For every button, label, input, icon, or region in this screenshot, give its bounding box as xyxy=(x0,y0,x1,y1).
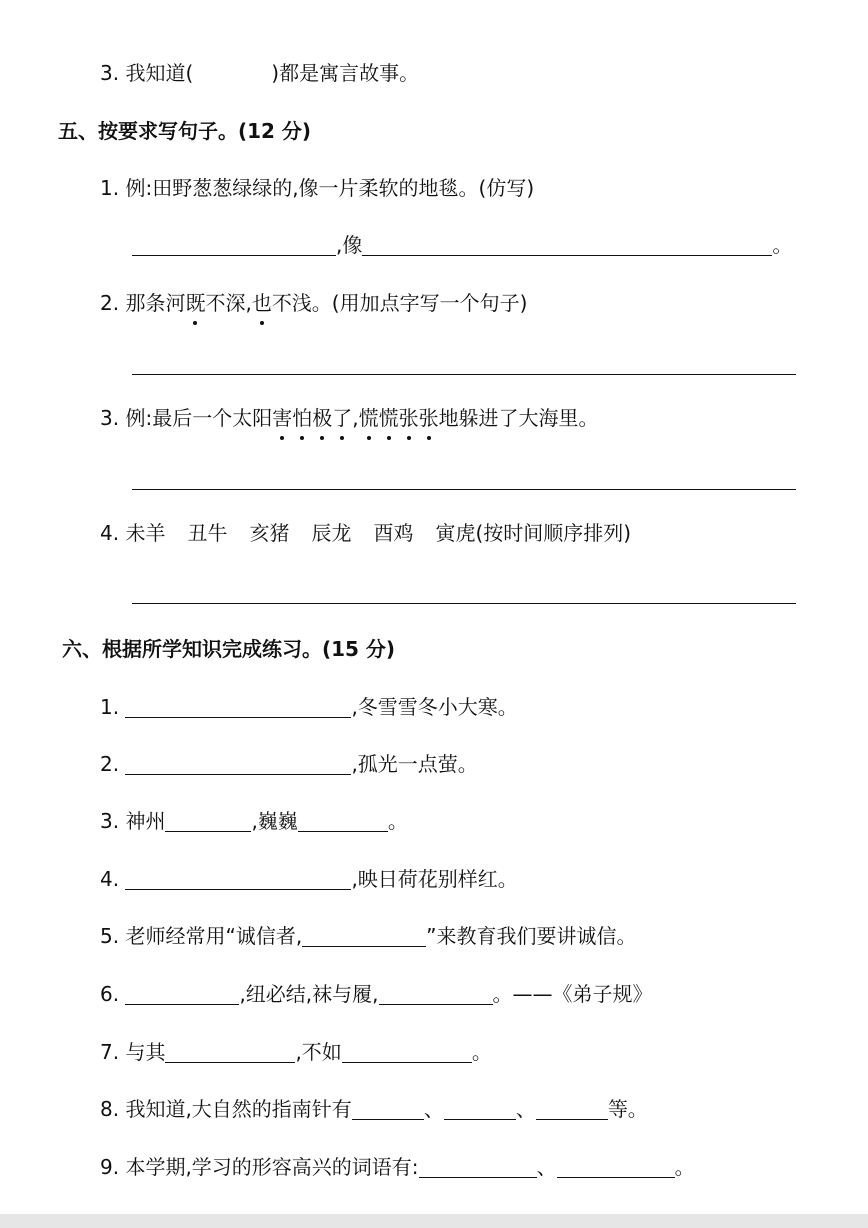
s5-q4: 4. 未羊 丑牛 亥猪 辰龙 酉鸡 寅虎(按时间顺序排列) xyxy=(100,521,632,545)
answer-blank[interactable] xyxy=(165,1042,295,1063)
emphasis-char: 极 xyxy=(312,406,333,430)
answer-line[interactable] xyxy=(132,603,796,604)
answer-blank[interactable] xyxy=(362,235,772,256)
answer-line[interactable] xyxy=(132,489,796,490)
answer-blank[interactable] xyxy=(125,869,351,890)
s6-q9: 9. 本学期,学习的形容高兴的词语有: 、 。 xyxy=(100,1155,695,1179)
emphasis-char: 慌 xyxy=(378,406,399,430)
s6-q2: 2. ,孤光一点萤。 xyxy=(100,752,478,776)
section-6-title: 六、根据所学知识完成练习。(15 分) xyxy=(62,637,396,661)
page-bottom-edge xyxy=(0,1214,868,1228)
s5-q1-answer: ,像 。 xyxy=(132,232,792,258)
answer-blank[interactable] xyxy=(132,235,336,256)
answer-blank[interactable] xyxy=(342,1042,472,1063)
emphasis-char: 怕 xyxy=(292,406,313,430)
emphasis-char: 也 xyxy=(251,291,272,315)
answer-blank[interactable] xyxy=(125,754,351,775)
s6-q3: 3. 神州 ,巍巍 。 xyxy=(100,809,408,833)
s6-q5: 5. 老师经常用“诚信者, ”来教育我们要讲诚信。 xyxy=(100,924,637,948)
s6-q4: 4. ,映日荷花别样红。 xyxy=(100,867,518,891)
q4-3: 3. 我知道( )都是寓言故事。 xyxy=(100,61,420,85)
answer-blank[interactable] xyxy=(165,811,251,832)
s6-q8: 8. 我知道,大自然的指南针有 、 、 等。 xyxy=(100,1097,648,1121)
emphasis-char: 了 xyxy=(332,406,353,430)
answer-blank[interactable] xyxy=(419,1157,537,1178)
answer-blank[interactable] xyxy=(352,1099,424,1120)
answer-blank[interactable] xyxy=(298,811,388,832)
s5-q1: 1. 例:田野葱葱绿绿的,像一片柔软的地毯。(仿写) xyxy=(100,176,535,200)
answer-blank[interactable] xyxy=(536,1099,608,1120)
emphasis-char: 张 xyxy=(398,406,419,430)
answer-blank[interactable] xyxy=(125,697,351,718)
answer-blank[interactable] xyxy=(125,984,239,1005)
emphasis-char: 张 xyxy=(418,406,439,430)
s6-q6: 6. ,纽必结,袜与履, 。——《弟子规》 xyxy=(100,982,653,1006)
s5-q2: 2. 那条河既不深,也不浅。(用加点字写一个句子) xyxy=(100,291,528,315)
section-5-title: 五、按要求写句子。(12 分) xyxy=(58,119,312,143)
answer-blank[interactable] xyxy=(444,1099,516,1120)
s5-q3: 3. 例:最后一个太阳害怕极了,慌慌张张地躲进了大海里。 xyxy=(100,406,599,430)
answer-blank[interactable] xyxy=(302,926,426,947)
answer-blank[interactable] xyxy=(557,1157,675,1178)
q-num: 3. xyxy=(100,61,120,85)
s6-q1: 1. ,冬雪雪冬小大寒。 xyxy=(100,695,518,719)
emphasis-char: 慌 xyxy=(358,406,379,430)
s6-q7: 7. 与其 ,不如 。 xyxy=(100,1040,492,1064)
emphasis-char: 既 xyxy=(185,291,206,315)
emphasis-char: 害 xyxy=(272,406,293,430)
answer-blank[interactable] xyxy=(379,984,493,1005)
answer-line[interactable] xyxy=(132,374,796,375)
